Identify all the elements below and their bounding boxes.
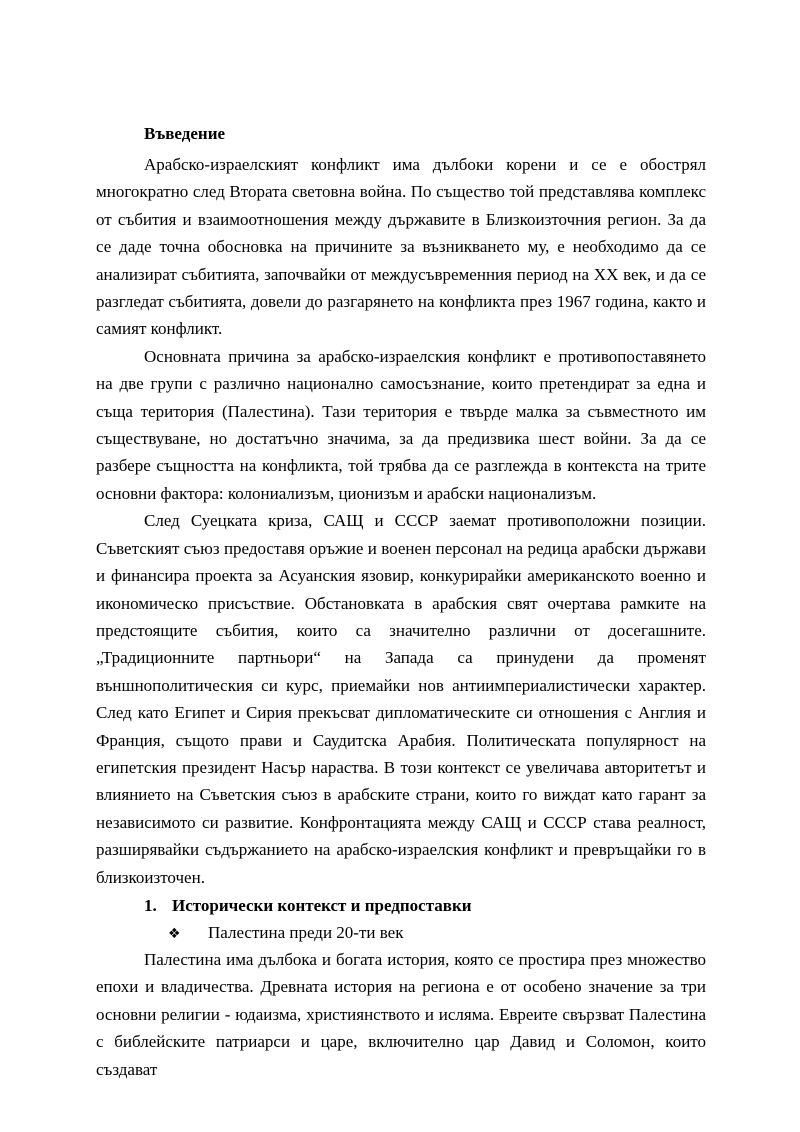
- intro-paragraph-3: След Суецката криза, САЩ и СССР заемат противоположни позиции. Съветският съюз предоставя оръжие и военен персонал на редица арабски държави и финансира проекта за Асуанския язовир, конкурирайки американското военно и икономическо присъствие. Обстановката в арабския свят очертава рамките на предстоящите събития, които са значително различни от досегашните. „Традиционните партньори“ на Запада са принудени да променят външнополитическия си курс, приемайки нов антиимпериалистически характер. След като Египет и Сирия прекъсват дипломатическите си отношения с Англия и Франция, същото прави и Саудитска Арабия. Политическата популярност на египетския президент Насър нараства. В този контекст се увеличава авторитетът и влиянието на Съветския съюз в арабските страни, които го виждат като гарант за независимото си развитие. Конфронтацията между САЩ и СССР става реалност, разширявайки съдържанието на арабско-израелския конфликт и превръщайки го в близкоизточен.: [96, 511, 706, 887]
- section-number: 1.: [144, 895, 157, 915]
- subsection-title: Палестина преди 20-ти век: [208, 922, 404, 942]
- section-paragraph: Палестина има дълбока и богата история, която се простира през множество епохи и владичества. Древната история на региона е от особено значение за три основни религии - юдаизма, християнството и исляма. Евреите свързват Палестина с библейските патриарси и царе, включително цар Давид и Соломон, които създават: [96, 949, 706, 1079]
- intro-paragraph-2: Основната причина за арабско-израелския конфликт е противопоставянето на две групи с различно национално самосъзнание, които претендират за една и съща територия (Палестина). Тази територия е твърде малка за съвместното им съществуване, но достатъчно значима, за да предизвика шест войни. За да се разбере същността на конфликта, той трябва да се разглежда в контекста на трите основни фактора: колониализъм, ционизъм и арабски национализъм.: [96, 346, 706, 503]
- diamond-bullet-icon: ❖: [168, 925, 181, 942]
- section-title: Исторически контекст и предпоставки: [172, 895, 472, 915]
- intro-paragraph-1: Арабско-израелският конфликт има дълбоки корени и се е обострял многократно след Втората световна война. По същество той представлява комплекс от събития и взаимоотношения между държавите в Близкоизточния регион. За да се даде точна обосновка на причините за възникването му, е необходимо да се анализират събитията, започвайки от междусъвременния период на XX век, и да се разгледат събитията, довели до разгарянето на конфликта през 1967 година, както и самият конфликт.: [96, 155, 706, 339]
- document-body: [96, 124, 706, 1083]
- subsection-heading: [168, 919, 706, 946]
- intro-heading: Въведение: [144, 124, 226, 143]
- section-heading: [144, 892, 706, 919]
